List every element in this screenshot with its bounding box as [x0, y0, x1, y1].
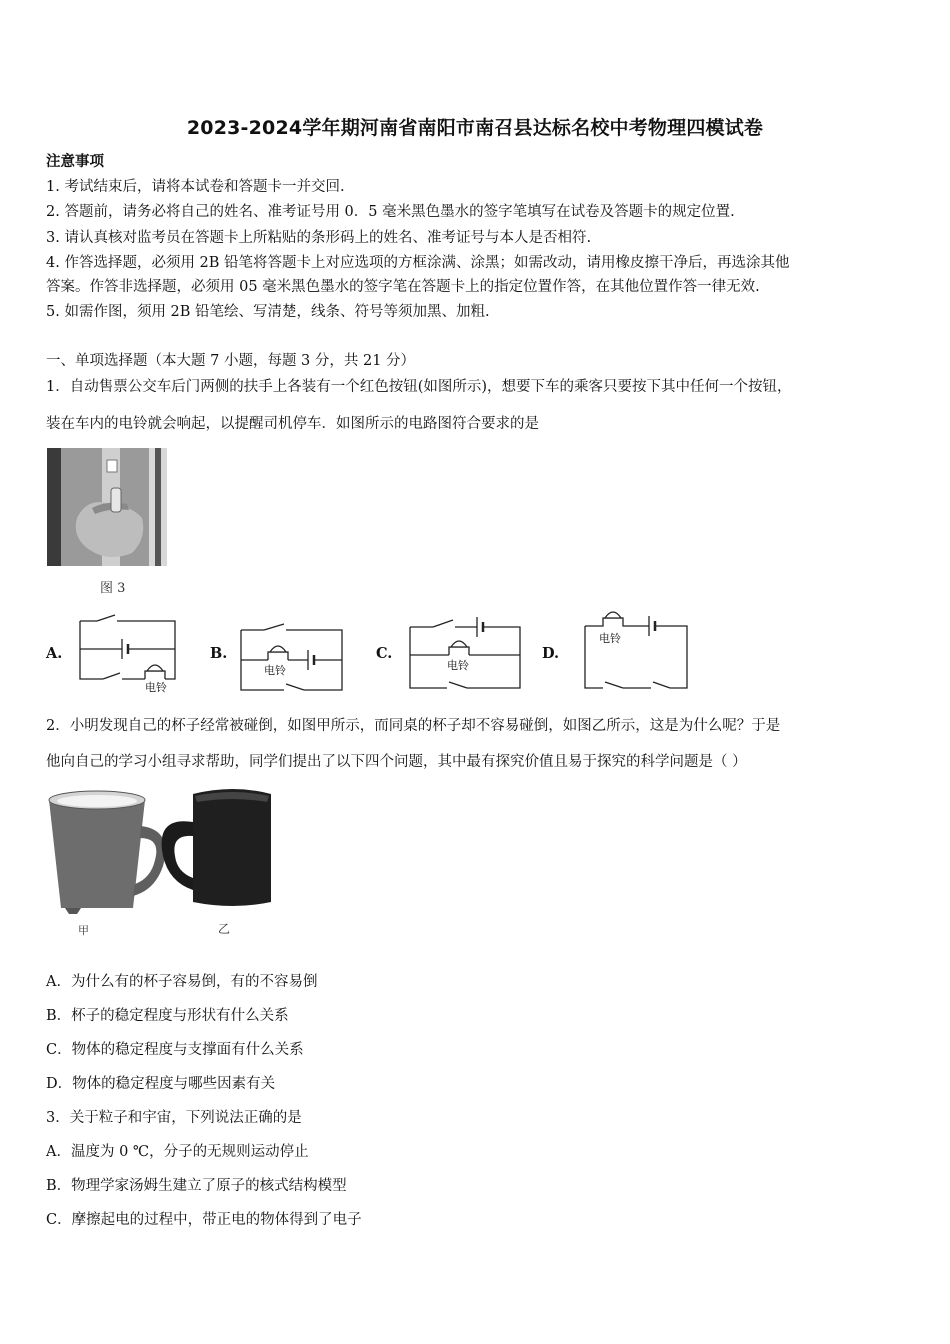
- notice-heading: 注意事项: [46, 153, 104, 170]
- question-3-option-a: A．温度为 0 ℃，分子的无规则运动停止: [46, 1144, 309, 1160]
- circuit-diagram-c: [405, 612, 525, 694]
- notice-item: 4. 作答选择题，必须用 2B 铅笔将答题卡上对应选项的方框涂满、涂黑；如需改动，请用橡皮擦干净后，再选涂其他: [46, 255, 790, 271]
- option-b-label: B.: [210, 645, 228, 662]
- bell-icon: [451, 641, 467, 647]
- question-3-option-b: B．物理学家汤姆生建立了原子的核式结构模型: [46, 1178, 347, 1194]
- option-d-label: D.: [542, 645, 560, 662]
- question-2-option-a: A．为什么有的杯子容易倒，有的不容易倒: [46, 974, 318, 990]
- bell-icon: [605, 612, 621, 618]
- question-2-option-d: D．物体的稳定程度与哪些因素有关: [46, 1076, 276, 1092]
- notice-item: 1. 考试结束后，请将本试卷和答题卡一并交回.: [46, 179, 345, 195]
- mug-b-caption: 乙: [218, 922, 231, 936]
- question-3-option-c: C．摩擦起电的过程中，带正电的物体得到了电子: [46, 1212, 362, 1228]
- notice-item: 2. 答题前，请务必将自己的姓名、准考证号用 0．5 毫米黑色墨水的签字笔填写在试卷及答题卡的规定位置.: [46, 204, 735, 220]
- option-c-label: C.: [376, 645, 393, 662]
- question-1-stem-line1: 1．自动售票公交车后门两侧的扶手上各装有一个红色按钮(如图所示)，想要下车的乘客只要按下其中任何一个按钮，: [46, 379, 792, 395]
- question-2-stem-line1: 2．小明发现自己的杯子经常被碰倒，如图甲所示，而同桌的杯子却不容易碰倒，如图乙所示，这是为什么呢？于是: [46, 718, 781, 734]
- question-2-option-b: B．杯子的稳定程度与形状有什么关系: [46, 1008, 289, 1024]
- question-1-stem-line2: 装在车内的电铃就会响起，以提醒司机停车．如图所示的电路图符合要求的是: [46, 416, 539, 432]
- bell-label: 电铃: [145, 681, 167, 694]
- section-heading: 一、单项选择题（本大题 7 小题，每题 3 分，共 21 分）: [46, 353, 416, 369]
- mugs-photo: [45, 786, 285, 916]
- bell-label: 电铃: [264, 664, 286, 677]
- question-3-stem: 3．关于粒子和宇宙，下列说法正确的是: [46, 1110, 302, 1126]
- circuit-diagram-d: [575, 604, 695, 694]
- question-2-stem-line2: 他向自己的学习小组寻求帮助，同学们提出了以下四个问题，其中最有探究价值且易于探究的科学问题是（ ）: [46, 754, 747, 770]
- bell-label: 电铃: [599, 632, 621, 645]
- bell-label: 电铃: [447, 659, 469, 672]
- bus-button-photo: [47, 448, 167, 566]
- notice-item: 3. 请认真核对监考员在答题卡上所粘贴的条形码上的姓名、准考证号与本人是否相符.: [46, 230, 592, 246]
- notice-item: 5. 如需作图，须用 2B 铅笔绘、写清楚，线条、符号等须加黑、加粗.: [46, 304, 490, 320]
- option-a-label: A.: [46, 645, 63, 662]
- bell-icon: [270, 646, 286, 652]
- circuit-diagram-b: [236, 620, 348, 695]
- bell-icon: [147, 665, 163, 671]
- mug-a-caption: 甲: [78, 924, 89, 937]
- question-2-option-c: C．物体的稳定程度与支撑面有什么关系: [46, 1042, 304, 1058]
- page-title: 2023-2024学年期河南省南阳市南召县达标名校中考物理四模试卷: [186, 117, 764, 139]
- figure-caption: 图 3: [100, 581, 126, 596]
- notice-item: 答案。作答非选择题，必须用 05 毫米黑色墨水的签字笔在答题卡上的指定位置作答，在其他位置作答一律无效.: [46, 279, 760, 295]
- circuit-diagram-a: [75, 607, 185, 697]
